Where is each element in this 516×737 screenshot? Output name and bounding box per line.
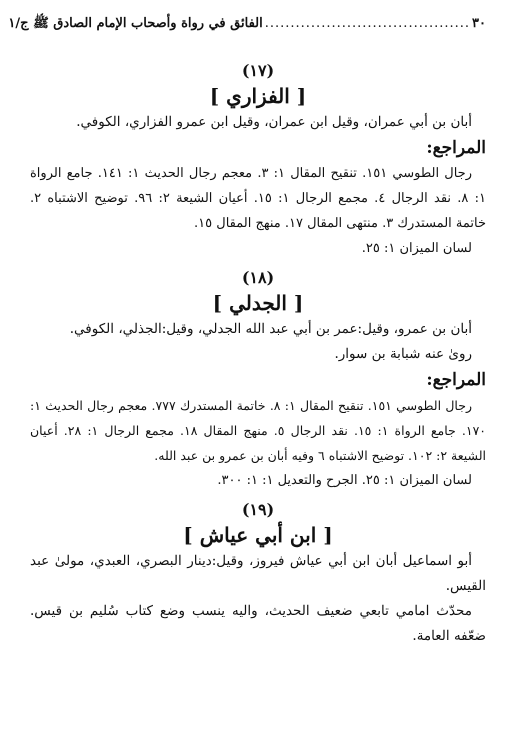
entry-number: (١٨) [241, 268, 275, 287]
references-text: رجال الطوسي ١٥١. تنقيح المقال ١: ٣. معجم رجال الحديث ١: ١٤١. جامع الرواة ١: ٨. نقد الرجال ٤. مجمع الرجال ١: ١٥. أعيان الشيعة ٢: ٩٦. توضيح الاشتباه ٢. خاتمة المستدرك ٣. منتهى المقال ١٧. منهج المقال ١٥. [30, 166, 487, 231]
references-text: لسان الميزان ١: ٢٥. الجرح والتعديل ١: ١: ٣٠٠. [217, 473, 472, 488]
book-title: الفائق في رواة وأصحاب الإمام الصادق ﷺ ج/١ [8, 16, 263, 31]
page-number: ٣٠ [472, 16, 486, 31]
entry-bio: أبان بن عمرو، وقيل:عمر بن أبي عبد الله الجدلي، وقيل:الجذلي، الكوفي. [69, 321, 472, 337]
entry-title: [ ابن أبي عياش ] [183, 523, 333, 547]
references-text: رجال الطوسي ١٥١. تنقيح المقال ١: ٨. خاتمة المستدرك ٧٧٧. معجم رجال الحديث ١: ١٧٠. جامع الرواة ١: ١٥. نقد الرجال ٥. منهج المقال ١٨. مجمع الرجال ١: ٢٨. أعيان الشيعة ٢: ١٠٢. توضيح الاشتباه ٦ وفيه أبان بن عمرو بن عبد الله. [30, 398, 487, 463]
entry-number: (١٧) [241, 61, 275, 80]
entry-title: [ الجدلي ] [212, 291, 304, 315]
entry-number: (١٩) [241, 500, 275, 519]
entry-bio: أبان بن أبي عمران، وقيل ابن عمران، وقيل ابن عمرو الفزاري، الكوفي. [76, 114, 472, 130]
references-text: لسان الميزان ١: ٢٥. [361, 241, 472, 256]
entry-bio: أبو اسماعيل أبان ابن أبي عياش فيروز، وقيل:دينار البصري، العبدي، مولیٰ عبد القيس. [30, 553, 486, 594]
references-heading: المراجع: [426, 138, 486, 158]
document-page [8, 14, 487, 727]
entry-title: [ الفزاري ] [209, 84, 307, 108]
running-head [8, 14, 486, 34]
entry-bio: رویٰ عنه شبابة بن سوار. [334, 346, 472, 362]
entry-bio: محدّث امامي تابعي ضعيف الحديث، واليه ينسب وضع كتاب سُليم بن قيس. ضعّفه العامة. [30, 603, 486, 644]
references-heading: المراجع: [426, 370, 486, 390]
dot-leader: ........................................ [264, 16, 471, 31]
